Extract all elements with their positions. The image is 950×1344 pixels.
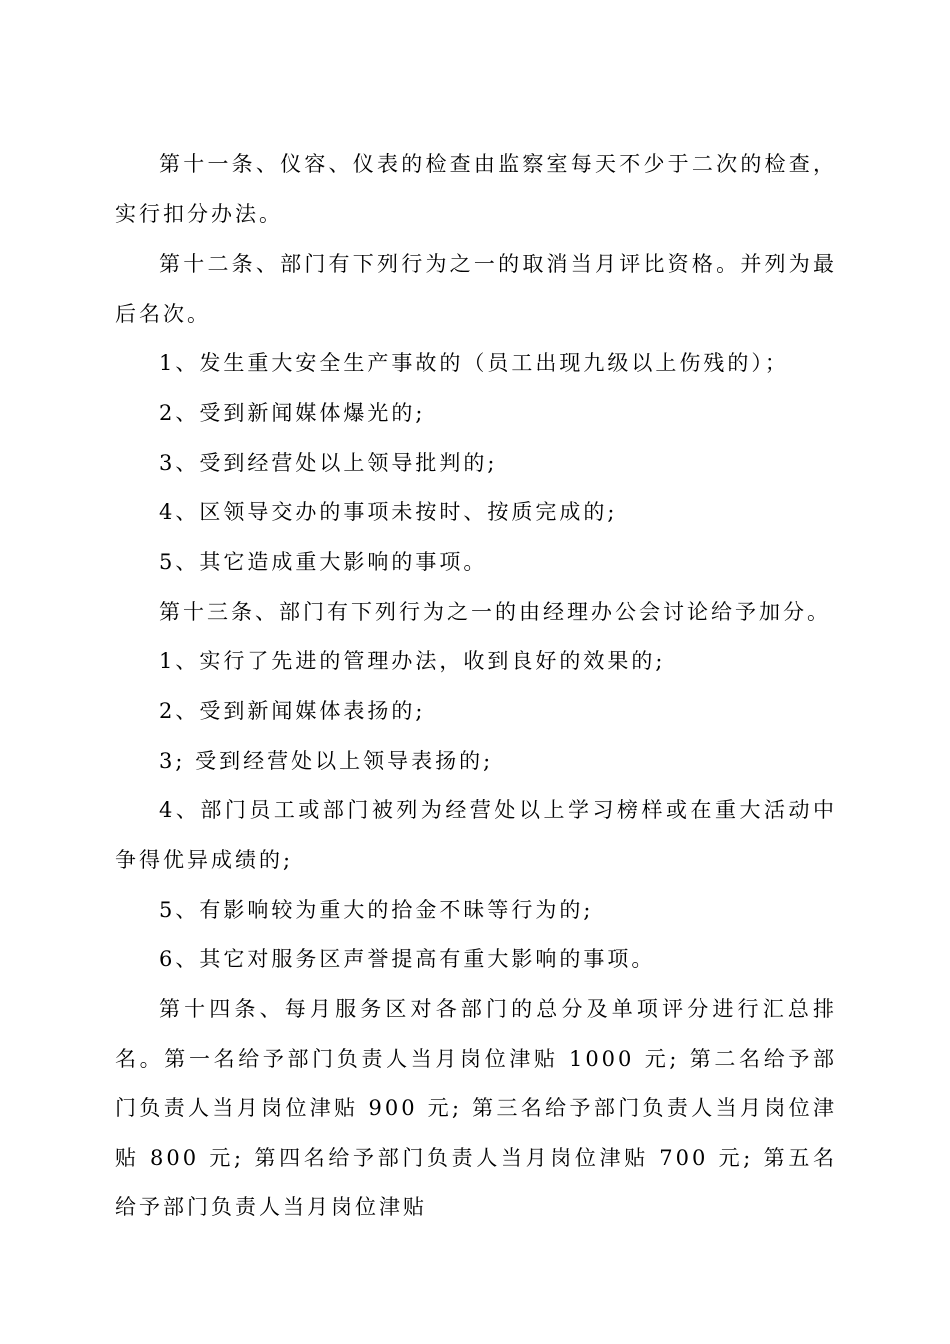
paragraph-article-12: 第十二条、部门有下列行为之一的取消当月评比资格。并列为最后名次。 [115, 252, 837, 326]
list-item: 3; 受到经营处以上领导表扬的; [159, 749, 494, 773]
list-item: 6、其它对服务区声誉提高有重大影响的事项。 [159, 947, 656, 971]
list-item: 1、实行了先进的管理办法，收到良好的效果的; [159, 649, 666, 673]
list-item: 5、有影响较为重大的拾金不昧等行为的; [159, 898, 594, 922]
list-item: 4、部门员工或部门被列为经营处以上学习榜样或在重大活动中争得优异成绩的; [115, 798, 837, 872]
list-item: 1、发生重大安全生产事故的（员工出现九级以上伤残的）； [159, 351, 789, 375]
list-item: 2、受到新闻媒体爆光的; [159, 401, 426, 425]
paragraph-article-11: 第十一条、仪容、仪表的检查由监察室每天不少于二次的检查，实行扣分办法。 [115, 152, 837, 226]
list-item: 2、受到新闻媒体表扬的; [159, 699, 426, 723]
list-item: 5、其它造成重大影响的事项。 [159, 550, 488, 574]
list-item: 4、区领导交办的事项未按时、按质完成的; [159, 500, 618, 524]
list-item: 3、受到经营处以上领导批判的; [159, 451, 498, 475]
paragraph-article-13: 第十三条、部门有下列行为之一的由经理办公会讨论给予加分。 [159, 600, 831, 624]
paragraph-article-14: 第十四条、每月服务区对各部门的总分及单项评分进行汇总排名。第一名给予部门负责人当月岗位津贴 1000 元; 第二名给予部门负责人当月岗位津贴 900 元; 第三名给予部门负责人当月岗位津贴 800 元; 第四名给予部门负责人当月岗位津贴 700 元; 第五名给予部门负责人当月岗位津贴 [115, 997, 837, 1220]
